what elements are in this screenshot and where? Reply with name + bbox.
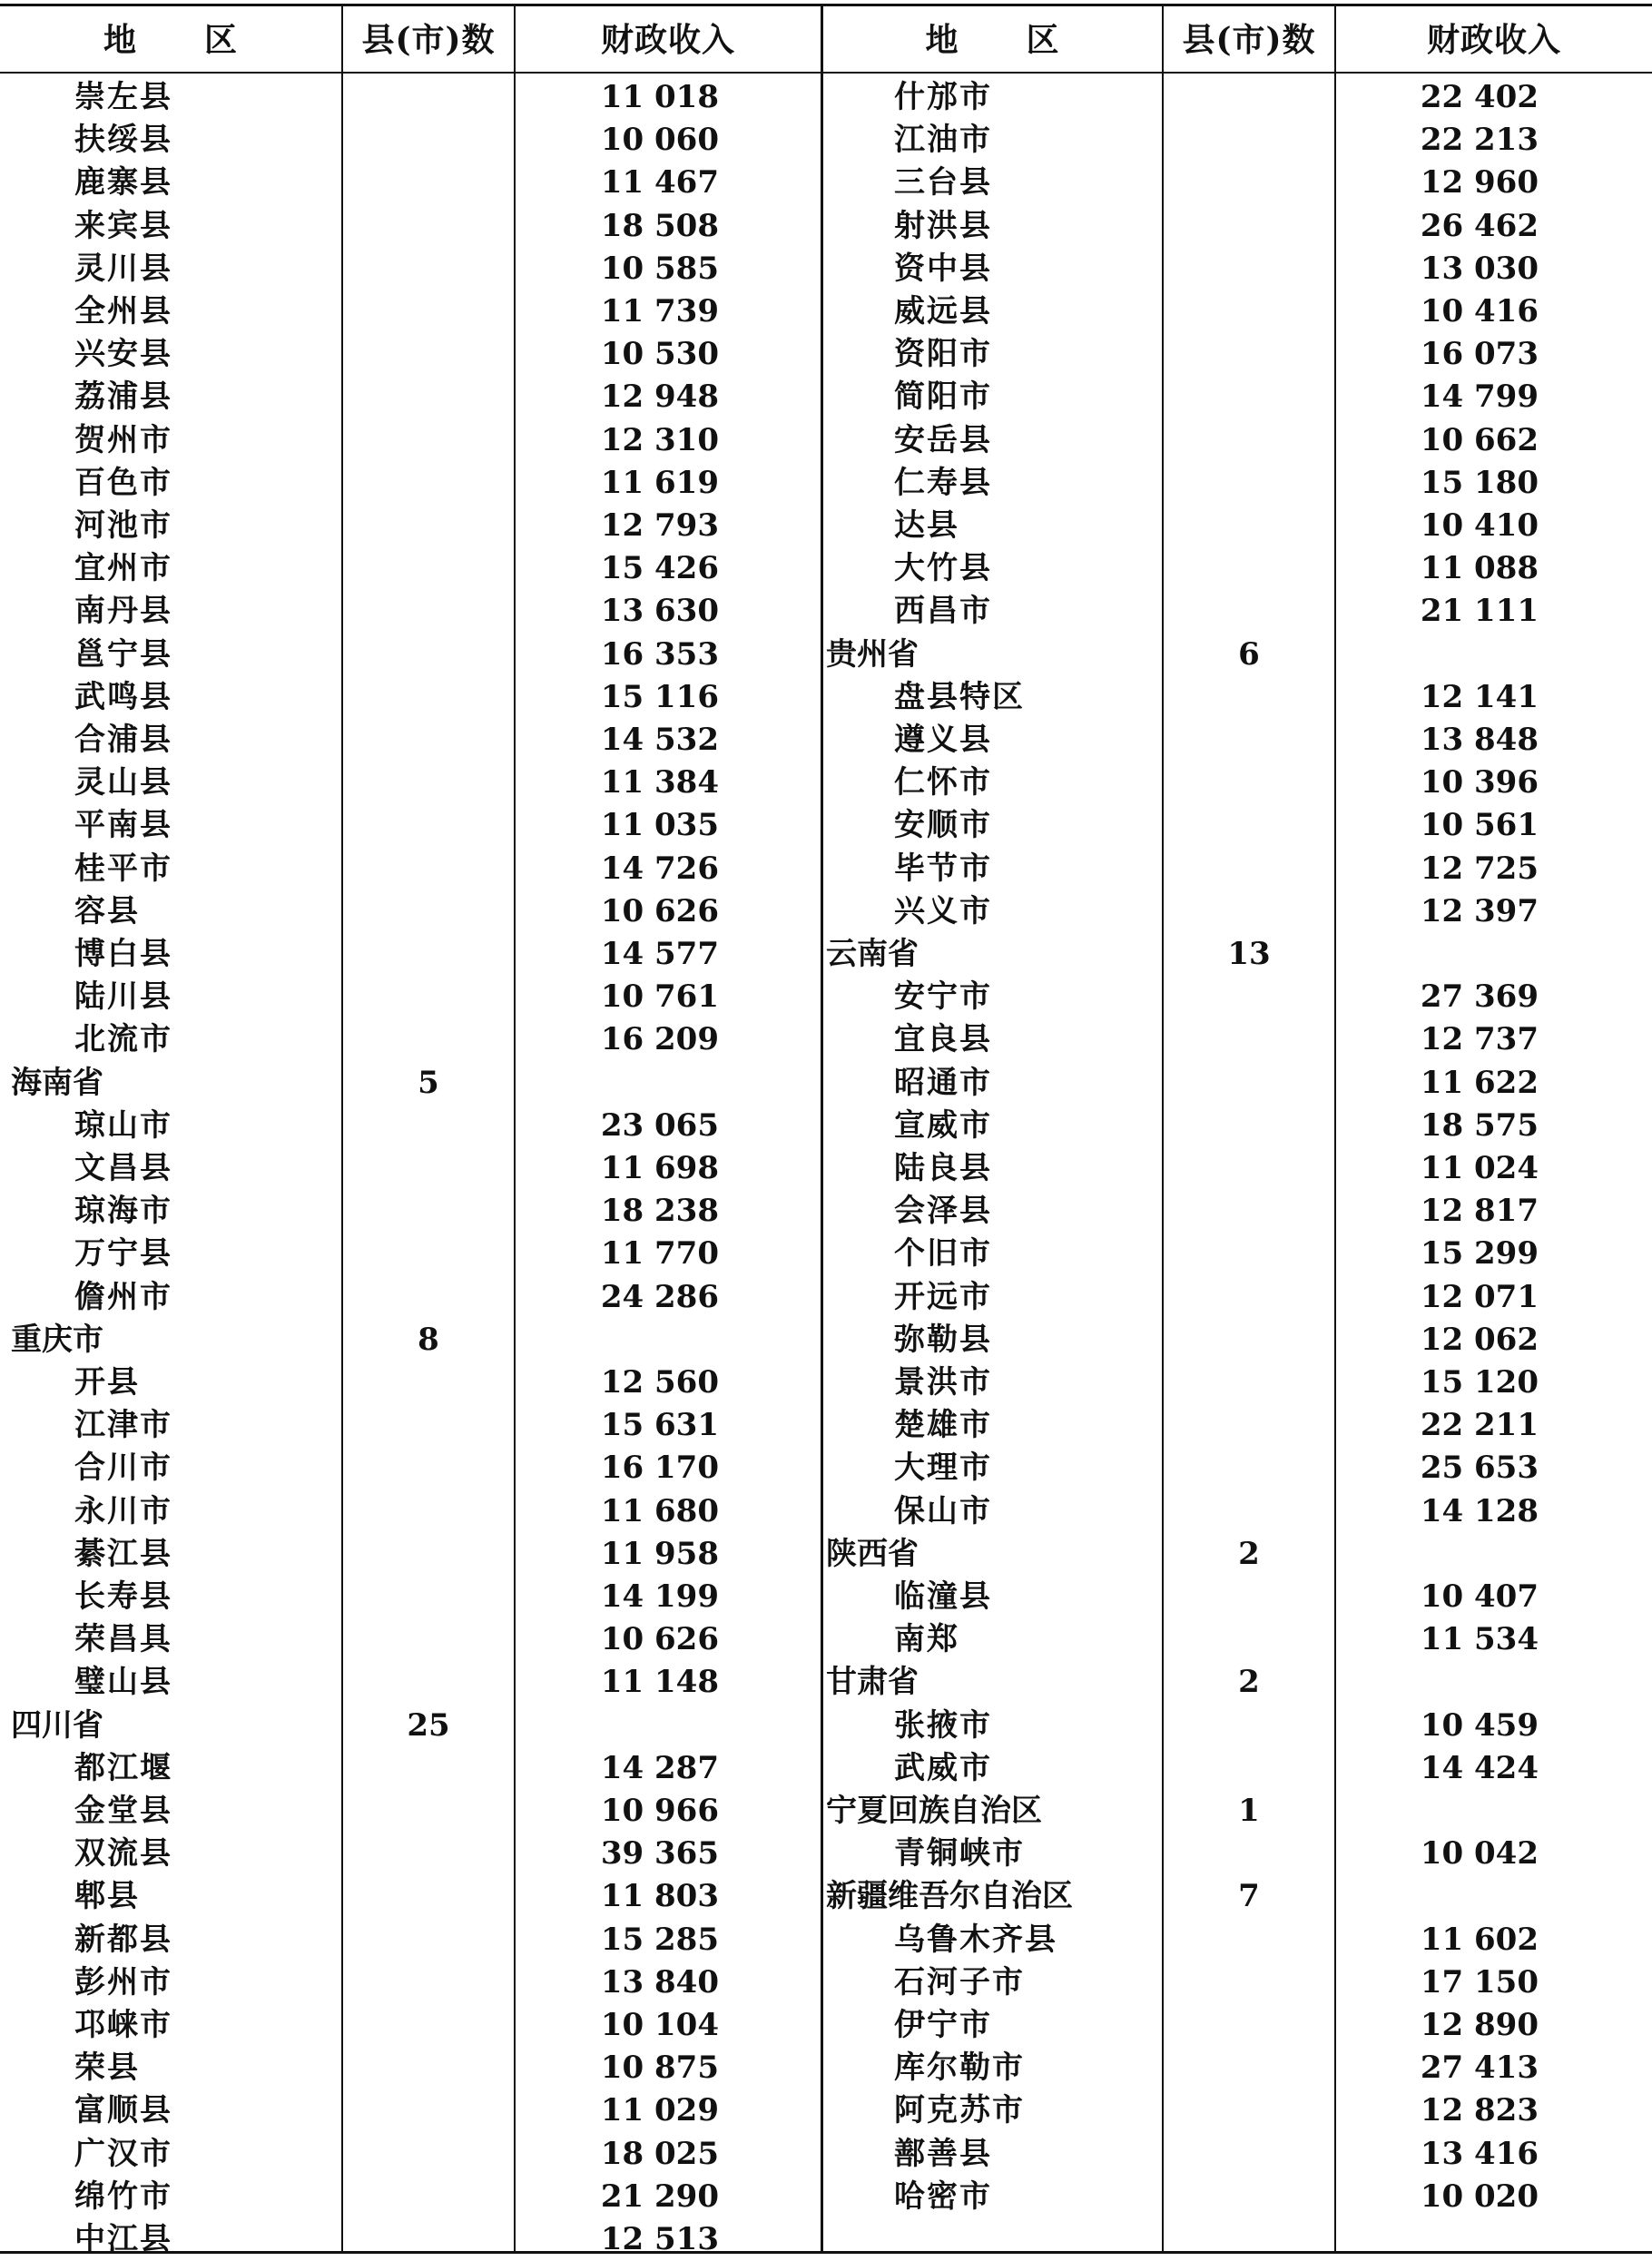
region-county-name: 安顺市 (894, 807, 992, 844)
region-county-name: 鄯善县 (894, 2135, 992, 2172)
table-row (0, 76, 1652, 119)
region-county-name: 新都县 (74, 1921, 172, 1958)
fiscal-revenue: 12 071 (1420, 1278, 1539, 1315)
region-county-name: 武威市 (894, 1749, 992, 1786)
fiscal-revenue: 14 199 (600, 1578, 719, 1615)
fiscal-revenue: 12 948 (600, 378, 719, 416)
region-county-name: 威远县 (894, 293, 992, 329)
region-county-name: 仁寿县 (894, 464, 992, 501)
table-row (0, 1661, 1652, 1704)
fiscal-revenue: 10 761 (600, 978, 719, 1016)
fiscal-revenue: 23 065 (600, 1106, 719, 1144)
table-row (0, 1190, 1652, 1233)
fiscal-revenue: 18 575 (1420, 1106, 1539, 1144)
table-row (0, 248, 1652, 290)
region-county-name: 盘县特区 (894, 678, 1025, 715)
region-county-name: 哈密市 (894, 2177, 992, 2215)
header-count-left: 县(市)数 (361, 20, 496, 59)
region-county-name: 北流市 (74, 1021, 172, 1058)
region-county-name: 荣县 (74, 2050, 140, 2087)
region-county-name: 安岳县 (894, 421, 992, 458)
fiscal-revenue: 14 799 (1420, 378, 1539, 416)
region-county-name: 万宁县 (74, 1235, 172, 1273)
region-county-name: 容县 (74, 892, 140, 929)
header-region-right: 地 区 (925, 20, 1060, 59)
fiscal-revenue: 15 299 (1420, 1235, 1539, 1273)
table-row (0, 1705, 1652, 1747)
fiscal-revenue: 10 626 (600, 1621, 719, 1658)
region-county-name: 贺州市 (74, 421, 172, 458)
region-county-name: 库尔勒市 (894, 2050, 1025, 2087)
fiscal-revenue: 22 211 (1420, 1407, 1539, 1444)
fiscal-revenue: 10 585 (600, 250, 719, 287)
table-row (0, 333, 1652, 376)
region-county-name: 平南县 (74, 807, 172, 844)
table-row (0, 1618, 1652, 1661)
fiscal-revenue: 12 560 (600, 1364, 719, 1401)
table-row (0, 590, 1652, 633)
region-county-name: 临潼县 (894, 1578, 992, 1615)
region-county-name: 河池市 (74, 507, 172, 544)
fiscal-revenue: 10 966 (600, 1793, 719, 1829)
region-county-name: 鹿寨县 (74, 164, 172, 202)
region-county-name: 长寿县 (74, 1578, 172, 1615)
region-county-name: 阿克苏市 (894, 2092, 1025, 2129)
fiscal-revenue: 15 631 (600, 1407, 719, 1444)
county-count: 6 (1238, 635, 1260, 673)
fiscal-revenue: 14 577 (600, 936, 719, 972)
region-county-name: 大竹县 (894, 550, 992, 587)
region-county-name: 广汉市 (74, 2135, 172, 2172)
table-row (0, 634, 1652, 676)
region-county-name: 宜良县 (894, 1021, 992, 1058)
region-province-name: 云南省 (826, 936, 919, 972)
fiscal-revenue: 12 817 (1420, 1193, 1539, 1230)
region-county-name: 兴义市 (894, 892, 992, 929)
region-county-name: 开县 (74, 1364, 140, 1401)
region-county-name: 宣威市 (894, 1106, 992, 1144)
region-county-name: 简阳市 (894, 378, 992, 416)
fiscal-revenue: 14 726 (600, 850, 719, 887)
fiscal-revenue: 16 170 (600, 1450, 719, 1487)
region-county-name: 楚雄市 (894, 1407, 992, 1444)
fiscal-revenue: 11 958 (600, 1535, 719, 1572)
table-row (0, 505, 1652, 547)
table-row (0, 1362, 1652, 1404)
fiscal-revenue: 15 180 (1420, 464, 1539, 501)
fiscal-revenue: 10 561 (1420, 807, 1539, 844)
table-row (0, 933, 1652, 976)
table-row (0, 976, 1652, 1018)
header-revenue-right: 财政收入 (1426, 20, 1561, 59)
table-row (0, 1018, 1652, 1061)
fiscal-revenue: 11 770 (600, 1235, 719, 1273)
region-county-name: 乌鲁木齐县 (894, 1921, 1057, 1958)
region-county-name: 郫县 (74, 1878, 140, 1915)
table-row (0, 1533, 1652, 1576)
fiscal-revenue: 14 532 (600, 722, 719, 758)
region-county-name: 宜州市 (74, 550, 172, 587)
region-province-name: 重庆市 (11, 1321, 103, 1358)
region-county-name: 中江县 (74, 2221, 172, 2257)
region-county-name: 都江堰 (74, 1749, 172, 1786)
region-county-name: 仁怀市 (894, 764, 992, 801)
region-province-name: 海南省 (11, 1064, 103, 1101)
fiscal-revenue: 12 725 (1420, 850, 1539, 887)
region-county-name: 张掖市 (894, 1706, 992, 1744)
fiscal-revenue: 10 459 (1420, 1706, 1539, 1744)
county-count: 13 (1227, 936, 1271, 972)
region-county-name: 伊宁市 (894, 2007, 992, 2043)
region-county-name: 博白县 (74, 936, 172, 972)
fiscal-revenue: 11 035 (600, 807, 719, 844)
table-row (0, 1490, 1652, 1533)
fiscal-revenue: 10 875 (600, 2050, 719, 2087)
region-county-name: 灵山县 (74, 764, 172, 801)
region-county-name: 大理市 (894, 1450, 992, 1487)
table-row (0, 1576, 1652, 1618)
table-row (0, 290, 1652, 333)
region-county-name: 什邡市 (894, 79, 992, 115)
county-count: 2 (1238, 1664, 1260, 1701)
fiscal-revenue: 14 128 (1420, 1492, 1539, 1529)
region-county-name: 陆良县 (894, 1150, 992, 1186)
header-revenue-left: 财政收入 (600, 20, 735, 59)
region-county-name: 毕节市 (894, 850, 992, 887)
region-county-name: 璧山县 (74, 1664, 172, 1701)
table-row (0, 2047, 1652, 2089)
fiscal-revenue: 11 018 (600, 79, 719, 115)
region-province-name: 甘肃省 (826, 1664, 919, 1701)
fiscal-revenue: 12 960 (1420, 164, 1539, 202)
fiscal-revenue: 21 290 (600, 2177, 719, 2215)
fiscal-revenue: 18 508 (600, 207, 719, 244)
region-county-name: 三台县 (894, 164, 992, 202)
table-row (0, 1790, 1652, 1833)
table-row (0, 1105, 1652, 1147)
region-county-name: 资中县 (894, 250, 992, 287)
region-county-name: 武鸣县 (74, 678, 172, 715)
region-province-name: 陕西省 (826, 1535, 919, 1572)
fiscal-revenue: 11 739 (600, 293, 719, 329)
table-row (0, 676, 1652, 719)
fiscal-revenue: 18 238 (600, 1193, 719, 1230)
region-county-name: 琼山市 (74, 1106, 172, 1144)
region-county-name: 江津市 (74, 1407, 172, 1444)
fiscal-revenue: 12 397 (1420, 892, 1539, 929)
region-county-name: 邛崃市 (74, 2007, 172, 2043)
fiscal-revenue: 13 030 (1420, 250, 1539, 287)
region-province-name: 宁夏回族自治区 (826, 1793, 1042, 1829)
region-county-name: 石河子市 (894, 1963, 1025, 2000)
table-row (0, 719, 1652, 762)
fiscal-revenue: 22 402 (1420, 79, 1539, 115)
table-row (0, 1961, 1652, 2004)
fiscal-revenue: 12 062 (1420, 1321, 1539, 1358)
fiscal-revenue: 13 840 (600, 1963, 719, 2000)
table-row (0, 1919, 1652, 1961)
fiscal-revenue: 16 209 (600, 1021, 719, 1058)
fiscal-revenue: 10 042 (1420, 1835, 1539, 1873)
table-row (0, 890, 1652, 933)
region-county-name: 富顺县 (74, 2092, 172, 2129)
fiscal-revenue: 27 369 (1420, 978, 1539, 1016)
region-county-name: 江油市 (894, 122, 992, 159)
fiscal-revenue: 12 310 (600, 421, 719, 458)
fiscal-revenue: 11 619 (600, 464, 719, 501)
region-county-name: 双流县 (74, 1835, 172, 1873)
fiscal-revenue: 10 396 (1420, 764, 1539, 801)
region-county-name: 个旧市 (894, 1235, 992, 1273)
table-row (0, 762, 1652, 804)
table-row (0, 2089, 1652, 2132)
table-row (0, 547, 1652, 590)
table-row (0, 1233, 1652, 1275)
fiscal-revenue: 27 413 (1420, 2050, 1539, 2087)
fiscal-revenue: 17 150 (1420, 1963, 1539, 2000)
region-county-name: 琼海市 (74, 1193, 172, 1230)
region-county-name: 邕宁县 (74, 635, 172, 673)
county-count: 2 (1238, 1535, 1260, 1572)
table-row (0, 376, 1652, 418)
region-county-name: 弥勒县 (894, 1321, 992, 1358)
table-row (0, 419, 1652, 462)
county-count: 5 (418, 1064, 439, 1101)
region-county-name: 合川市 (74, 1450, 172, 1487)
fiscal-revenue: 15 120 (1420, 1364, 1539, 1401)
fiscal-revenue: 14 287 (600, 1749, 719, 1786)
region-province-name: 贵州省 (826, 635, 919, 673)
table-row (0, 2176, 1652, 2218)
fiscal-revenue: 11 534 (1420, 1621, 1539, 1658)
region-province-name: 四川省 (11, 1706, 103, 1744)
county-count: 7 (1238, 1878, 1260, 1915)
fiscal-revenue: 10 530 (600, 336, 719, 373)
table-row (0, 1833, 1652, 1875)
region-county-name: 陆川县 (74, 978, 172, 1016)
fiscal-revenue: 10 104 (600, 2007, 719, 2043)
fiscal-revenue: 39 365 (600, 1835, 719, 1873)
header-count-right: 县(市)数 (1182, 20, 1316, 59)
region-county-name: 合浦县 (74, 722, 172, 758)
fiscal-revenue: 15 285 (600, 1921, 719, 1958)
fiscal-revenue: 26 462 (1420, 207, 1539, 244)
fiscal-revenue: 10 060 (600, 122, 719, 159)
region-county-name: 青铜峡市 (894, 1835, 1025, 1873)
table-row (0, 1147, 1652, 1190)
fiscal-revenue: 21 111 (1420, 593, 1539, 630)
fiscal-revenue: 12 823 (1420, 2092, 1539, 2129)
table-row (0, 1319, 1652, 1362)
region-county-name: 保山市 (894, 1492, 992, 1529)
county-count: 25 (407, 1706, 450, 1744)
table-row (0, 1447, 1652, 1489)
fiscal-revenue: 11 680 (600, 1492, 719, 1529)
fiscal-revenue: 13 630 (600, 593, 719, 630)
region-county-name: 射洪县 (894, 207, 992, 244)
fiscal-revenue: 15 116 (600, 678, 719, 715)
fiscal-revenue: 11 384 (600, 764, 719, 801)
region-county-name: 资阳市 (894, 336, 992, 373)
fiscal-revenue: 12 737 (1420, 1021, 1539, 1058)
region-county-name: 永川市 (74, 1492, 172, 1529)
region-county-name: 荔浦县 (74, 378, 172, 416)
region-county-name: 景洪市 (894, 1364, 992, 1401)
table-row (0, 162, 1652, 204)
region-county-name: 灵川县 (74, 250, 172, 287)
fiscal-revenue: 10 416 (1420, 293, 1539, 329)
region-county-name: 开远市 (894, 1278, 992, 1315)
fiscal-revenue: 10 410 (1420, 507, 1539, 544)
fiscal-revenue: 11 698 (600, 1150, 719, 1186)
table-row (0, 1875, 1652, 1918)
fiscal-revenue: 11 029 (600, 2092, 719, 2129)
county-count: 8 (418, 1321, 439, 1358)
fiscal-revenue: 13 416 (1420, 2135, 1539, 2172)
table-row (0, 804, 1652, 847)
region-county-name: 崇左县 (74, 79, 172, 115)
region-county-name: 安宁市 (894, 978, 992, 1016)
region-county-name: 遵义县 (894, 722, 992, 758)
table-row (0, 2004, 1652, 2047)
fiscal-revenue: 12 141 (1420, 678, 1539, 715)
fiscal-revenue: 11 467 (600, 164, 719, 202)
fiscal-revenue: 12 793 (600, 507, 719, 544)
region-county-name: 全州县 (74, 293, 172, 329)
table-row (0, 119, 1652, 162)
table-row (0, 1062, 1652, 1105)
region-county-name: 绵竹市 (74, 2177, 172, 2215)
region-county-name: 来宾县 (74, 207, 172, 244)
region-county-name: 彭州市 (74, 1963, 172, 2000)
table-row (0, 462, 1652, 505)
region-county-name: 扶绥县 (74, 122, 172, 159)
region-county-name: 达县 (894, 507, 959, 544)
region-county-name: 儋州市 (74, 1278, 172, 1315)
fiscal-revenue: 15 426 (600, 550, 719, 587)
fiscal-revenue: 11 024 (1420, 1150, 1539, 1186)
region-county-name: 南丹县 (74, 593, 172, 630)
region-county-name: 百色市 (74, 464, 172, 501)
fiscal-revenue: 11 088 (1420, 550, 1539, 587)
region-county-name: 兴安县 (74, 336, 172, 373)
region-county-name: 西昌市 (894, 593, 992, 630)
fiscal-revenue: 11 148 (600, 1664, 719, 1701)
fiscal-revenue: 10 020 (1420, 2177, 1539, 2215)
fiscal-revenue: 12 890 (1420, 2007, 1539, 2043)
table-row (0, 2133, 1652, 2176)
fiscal-revenue: 25 653 (1420, 1450, 1539, 1487)
fiscal-revenue: 11 602 (1420, 1921, 1539, 1958)
region-county-name: 桂平市 (74, 850, 172, 887)
fiscal-revenue: 10 407 (1420, 1578, 1539, 1615)
region-county-name: 荣昌具 (74, 1621, 172, 1658)
region-county-name: 金堂县 (74, 1793, 172, 1829)
fiscal-revenue: 16 353 (600, 635, 719, 673)
fiscal-revenue: 22 213 (1420, 122, 1539, 159)
fiscal-revenue: 11 622 (1420, 1064, 1539, 1101)
region-county-name: 会泽县 (894, 1193, 992, 1230)
header-region-left: 地 区 (103, 20, 238, 59)
fiscal-revenue: 14 424 (1420, 1749, 1539, 1786)
table-row (0, 205, 1652, 248)
table-row (0, 1404, 1652, 1447)
region-county-name: 南郑 (894, 1621, 959, 1658)
table-row (0, 1747, 1652, 1790)
region-province-name: 新疆维吾尔自治区 (826, 1878, 1073, 1915)
region-county-name: 綦江县 (74, 1535, 172, 1572)
region-county-name: 文昌县 (74, 1150, 172, 1186)
fiscal-revenue: 12 513 (600, 2221, 719, 2257)
fiscal-revenue: 13 848 (1420, 722, 1539, 758)
fiscal-revenue: 11 803 (600, 1878, 719, 1915)
region-county-name: 昭通市 (894, 1064, 992, 1101)
county-count: 1 (1238, 1793, 1260, 1829)
fiscal-revenue: 10 662 (1420, 421, 1539, 458)
table-row (0, 848, 1652, 890)
fiscal-revenue: 18 025 (600, 2135, 719, 2172)
fiscal-revenue: 16 073 (1420, 336, 1539, 373)
table-row (0, 2218, 1652, 2261)
fiscal-revenue: 24 286 (600, 1278, 719, 1315)
table-row (0, 1276, 1652, 1319)
fiscal-revenue: 10 626 (600, 892, 719, 929)
